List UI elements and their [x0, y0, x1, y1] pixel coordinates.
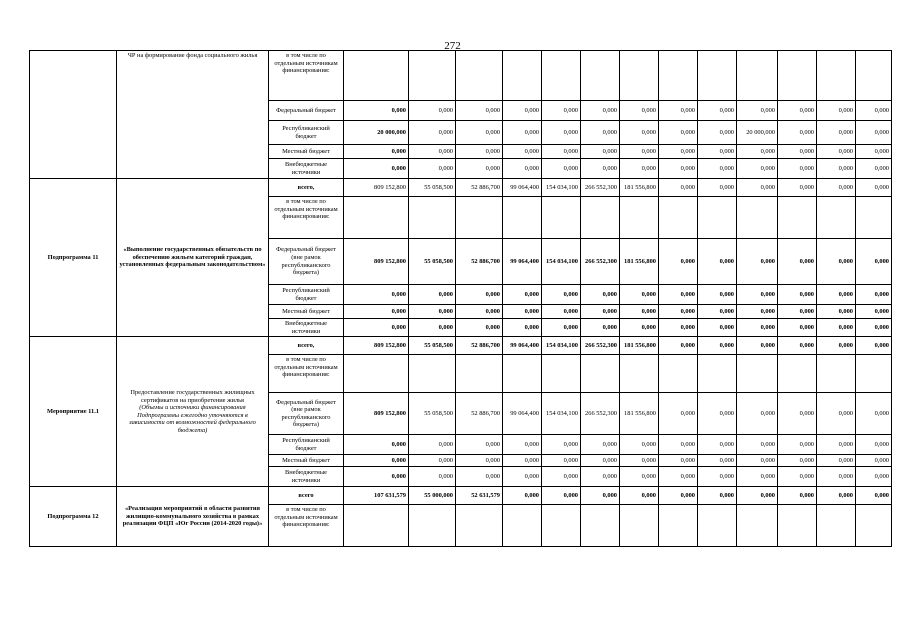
value-cell: 266 552,300 — [581, 393, 620, 435]
value-cell: 0,000 — [456, 101, 503, 121]
funding-source: в том числе по отдельным источникам финансирования: — [269, 197, 344, 239]
value-cell: 0,000 — [817, 179, 856, 197]
value-cell: 0,000 — [503, 159, 542, 179]
value-cell: 0,000 — [817, 121, 856, 145]
total-cell: 0,000 — [344, 145, 409, 159]
value-cell — [778, 51, 817, 101]
value-cell: 0,000 — [856, 435, 892, 455]
value-cell: 0,000 — [698, 393, 737, 435]
value-cell — [581, 355, 620, 393]
funding-source: Республиканский бюджет — [269, 285, 344, 305]
funding-source: Федеральный бюджет (вне рамок республиканского бюджета) — [269, 393, 344, 435]
value-cell: 0,000 — [817, 285, 856, 305]
value-cell: 0,000 — [659, 285, 698, 305]
value-cell — [659, 355, 698, 393]
value-cell: 0,000 — [778, 435, 817, 455]
value-cell: 0,000 — [542, 305, 581, 319]
total-cell: 0,000 — [344, 467, 409, 487]
value-cell: 0,000 — [817, 435, 856, 455]
value-cell: 0,000 — [581, 435, 620, 455]
value-cell: 0,000 — [659, 179, 698, 197]
value-cell: 0,000 — [503, 101, 542, 121]
program-title-line: «Выполнение государственных обязательств по обеспечению жильем категорий граждан, установленных федеральным законодательством» — [119, 246, 266, 269]
value-cell — [817, 505, 856, 547]
funding-source: Местный бюджет — [269, 145, 344, 159]
total-cell: 20 000,000 — [344, 121, 409, 145]
value-cell: 0,000 — [659, 393, 698, 435]
value-cell: 0,000 — [503, 121, 542, 145]
value-cell: 0,000 — [778, 121, 817, 145]
value-cell: 0,000 — [698, 159, 737, 179]
value-cell: 0,000 — [456, 455, 503, 467]
value-cell — [503, 505, 542, 547]
value-cell: 0,000 — [620, 487, 659, 505]
funding-source: в том числе по отдельным источникам финансирования: — [269, 51, 344, 101]
value-cell: 0,000 — [503, 145, 542, 159]
value-cell: 0,000 — [778, 305, 817, 319]
value-cell: 55 000,000 — [409, 487, 456, 505]
value-cell: 154 034,100 — [542, 179, 581, 197]
value-cell — [620, 51, 659, 101]
value-cell: 0,000 — [778, 101, 817, 121]
value-cell: 0,000 — [581, 121, 620, 145]
value-cell — [581, 51, 620, 101]
value-cell: 0,000 — [698, 285, 737, 305]
total-cell: 0,000 — [344, 159, 409, 179]
value-cell — [737, 51, 778, 101]
value-cell: 52 886,700 — [456, 393, 503, 435]
value-cell: 0,000 — [659, 305, 698, 319]
value-cell: 99 064,400 — [503, 393, 542, 435]
value-cell: 55 058,500 — [409, 179, 456, 197]
value-cell — [856, 505, 892, 547]
value-cell: 0,000 — [620, 305, 659, 319]
total-cell — [344, 51, 409, 101]
value-cell: 0,000 — [659, 455, 698, 467]
value-cell: 0,000 — [737, 239, 778, 285]
funding-source: Федеральный бюджет (вне рамок республиканского бюджета) — [269, 239, 344, 285]
value-cell: 0,000 — [856, 319, 892, 337]
value-cell — [409, 355, 456, 393]
value-cell: 0,000 — [737, 337, 778, 355]
value-cell: 0,000 — [817, 487, 856, 505]
value-cell: 52 631,579 — [456, 487, 503, 505]
value-cell: 0,000 — [737, 159, 778, 179]
program-title-line: Предоставление государственных жилищных сертификатов на приобретение жилья — [130, 388, 255, 404]
value-cell: 0,000 — [737, 487, 778, 505]
value-cell: 0,000 — [503, 455, 542, 467]
program-code: Мероприятие 11.1 — [30, 337, 117, 487]
value-cell: 0,000 — [456, 319, 503, 337]
value-cell — [856, 355, 892, 393]
value-cell: 0,000 — [620, 467, 659, 487]
value-cell: 20 000,000 — [737, 121, 778, 145]
value-cell: 0,000 — [698, 145, 737, 159]
program-title — [117, 51, 269, 179]
value-cell: 0,000 — [581, 285, 620, 305]
value-cell: 0,000 — [409, 145, 456, 159]
value-cell: 0,000 — [856, 467, 892, 487]
value-cell: 0,000 — [456, 285, 503, 305]
value-cell: 0,000 — [542, 101, 581, 121]
table-row — [30, 337, 892, 355]
value-cell: 154 034,100 — [542, 337, 581, 355]
page-number: 272 — [444, 40, 461, 52]
value-cell — [817, 197, 856, 239]
value-cell — [778, 505, 817, 547]
value-cell: 0,000 — [817, 319, 856, 337]
program-title — [117, 179, 269, 337]
value-cell: 0,000 — [856, 159, 892, 179]
program-code: Подпрограмма 11 — [30, 179, 117, 337]
value-cell — [456, 197, 503, 239]
value-cell: 0,000 — [698, 179, 737, 197]
value-cell: 0,000 — [698, 101, 737, 121]
value-cell: 0,000 — [659, 101, 698, 121]
value-cell — [581, 505, 620, 547]
budget-table — [29, 50, 892, 547]
value-cell: 0,000 — [737, 467, 778, 487]
funding-source: всего, — [269, 337, 344, 355]
value-cell: 0,000 — [856, 179, 892, 197]
value-cell: 0,000 — [778, 455, 817, 467]
value-cell: 0,000 — [817, 393, 856, 435]
value-cell: 266 552,300 — [581, 179, 620, 197]
value-cell — [542, 355, 581, 393]
value-cell: 0,000 — [817, 145, 856, 159]
value-cell — [659, 51, 698, 101]
value-cell: 0,000 — [409, 305, 456, 319]
value-cell — [503, 51, 542, 101]
total-cell: 809 152,800 — [344, 239, 409, 285]
value-cell: 0,000 — [581, 145, 620, 159]
table-row — [30, 487, 892, 505]
value-cell: 0,000 — [620, 101, 659, 121]
value-cell: 0,000 — [581, 455, 620, 467]
total-cell: 0,000 — [344, 455, 409, 467]
value-cell — [856, 197, 892, 239]
value-cell — [581, 197, 620, 239]
value-cell: 0,000 — [659, 121, 698, 145]
program-code: Подпрограмма 12 — [30, 487, 117, 547]
program-title-line: ЧР на формирование фонда социального жилья — [127, 52, 258, 59]
value-cell: 0,000 — [737, 393, 778, 435]
value-cell: 0,000 — [778, 393, 817, 435]
value-cell — [620, 505, 659, 547]
value-cell: 0,000 — [817, 239, 856, 285]
total-cell — [344, 197, 409, 239]
value-cell: 0,000 — [659, 435, 698, 455]
value-cell: 181 556,800 — [620, 239, 659, 285]
value-cell: 0,000 — [503, 435, 542, 455]
value-cell: 0,000 — [620, 145, 659, 159]
value-cell: 0,000 — [659, 487, 698, 505]
value-cell: 0,000 — [737, 145, 778, 159]
value-cell — [737, 197, 778, 239]
value-cell: 0,000 — [659, 159, 698, 179]
value-cell — [856, 51, 892, 101]
value-cell: 0,000 — [456, 159, 503, 179]
value-cell: 0,000 — [856, 487, 892, 505]
funding-source: Внебюджетные источники — [269, 467, 344, 487]
value-cell: 0,000 — [698, 337, 737, 355]
value-cell: 0,000 — [737, 285, 778, 305]
value-cell: 0,000 — [778, 467, 817, 487]
value-cell: 181 556,800 — [620, 179, 659, 197]
table-row — [30, 179, 892, 197]
value-cell: 0,000 — [581, 305, 620, 319]
program-title — [117, 337, 269, 487]
funding-source: в том числе по отдельным источникам финансирования: — [269, 505, 344, 547]
value-cell: 0,000 — [503, 305, 542, 319]
value-cell: 0,000 — [503, 319, 542, 337]
value-cell: 0,000 — [778, 319, 817, 337]
value-cell: 55 058,500 — [409, 337, 456, 355]
value-cell: 0,000 — [698, 487, 737, 505]
value-cell: 55 058,500 — [409, 393, 456, 435]
value-cell — [409, 197, 456, 239]
value-cell: 0,000 — [817, 337, 856, 355]
table-row — [30, 51, 892, 101]
funding-source: в том числе по отдельным источникам финансирования: — [269, 355, 344, 393]
value-cell: 0,000 — [778, 487, 817, 505]
value-cell: 0,000 — [817, 101, 856, 121]
value-cell — [456, 51, 503, 101]
total-cell: 107 631,579 — [344, 487, 409, 505]
value-cell: 0,000 — [856, 455, 892, 467]
value-cell: 0,000 — [659, 337, 698, 355]
value-cell: 0,000 — [778, 285, 817, 305]
value-cell: 0,000 — [737, 179, 778, 197]
value-cell: 0,000 — [620, 455, 659, 467]
value-cell — [737, 505, 778, 547]
funding-source: Внебюджетные источники — [269, 319, 344, 337]
value-cell — [409, 505, 456, 547]
value-cell — [817, 51, 856, 101]
value-cell: 0,000 — [817, 455, 856, 467]
value-cell: 266 552,300 — [581, 337, 620, 355]
value-cell — [778, 197, 817, 239]
value-cell: 0,000 — [856, 337, 892, 355]
value-cell: 0,000 — [456, 305, 503, 319]
value-cell — [503, 197, 542, 239]
value-cell: 0,000 — [542, 285, 581, 305]
value-cell: 99 064,400 — [503, 179, 542, 197]
value-cell — [542, 505, 581, 547]
value-cell: 0,000 — [409, 285, 456, 305]
value-cell: 0,000 — [659, 145, 698, 159]
value-cell — [620, 355, 659, 393]
program-title — [117, 487, 269, 547]
value-cell: 0,000 — [778, 179, 817, 197]
program-code — [30, 51, 117, 179]
value-cell: 154 034,100 — [542, 393, 581, 435]
value-cell: 0,000 — [698, 121, 737, 145]
value-cell: 0,000 — [856, 305, 892, 319]
total-cell — [344, 355, 409, 393]
value-cell — [456, 355, 503, 393]
value-cell: 0,000 — [503, 487, 542, 505]
funding-source: Республиканский бюджет — [269, 435, 344, 455]
value-cell: 0,000 — [503, 467, 542, 487]
value-cell: 52 886,700 — [456, 239, 503, 285]
total-cell: 0,000 — [344, 319, 409, 337]
value-cell: 0,000 — [581, 467, 620, 487]
value-cell: 0,000 — [456, 121, 503, 145]
value-cell: 0,000 — [659, 467, 698, 487]
value-cell: 0,000 — [698, 467, 737, 487]
value-cell: 181 556,800 — [620, 393, 659, 435]
funding-source: Республиканский бюджет — [269, 121, 344, 145]
value-cell: 0,000 — [409, 121, 456, 145]
value-cell — [737, 355, 778, 393]
value-cell — [409, 51, 456, 101]
value-cell: 0,000 — [542, 319, 581, 337]
value-cell: 0,000 — [778, 239, 817, 285]
value-cell: 0,000 — [737, 101, 778, 121]
value-cell: 0,000 — [659, 239, 698, 285]
value-cell: 0,000 — [542, 467, 581, 487]
value-cell: 0,000 — [409, 435, 456, 455]
value-cell: 0,000 — [620, 159, 659, 179]
value-cell: 0,000 — [856, 239, 892, 285]
value-cell — [456, 505, 503, 547]
value-cell — [778, 355, 817, 393]
value-cell — [659, 197, 698, 239]
value-cell: 99 064,400 — [503, 337, 542, 355]
value-cell: 0,000 — [542, 455, 581, 467]
funding-source: Местный бюджет — [269, 305, 344, 319]
total-cell: 0,000 — [344, 305, 409, 319]
value-cell: 0,000 — [698, 319, 737, 337]
value-cell: 0,000 — [542, 487, 581, 505]
value-cell — [817, 355, 856, 393]
value-cell: 0,000 — [817, 467, 856, 487]
value-cell: 0,000 — [409, 467, 456, 487]
value-cell: 0,000 — [542, 159, 581, 179]
value-cell: 0,000 — [620, 319, 659, 337]
value-cell: 0,000 — [542, 435, 581, 455]
total-cell: 0,000 — [344, 101, 409, 121]
value-cell — [503, 355, 542, 393]
value-cell — [620, 197, 659, 239]
value-cell: 99 064,400 — [503, 239, 542, 285]
value-cell: 55 058,500 — [409, 239, 456, 285]
value-cell: 0,000 — [456, 467, 503, 487]
value-cell: 0,000 — [503, 285, 542, 305]
value-cell: 0,000 — [409, 455, 456, 467]
value-cell: 0,000 — [698, 305, 737, 319]
value-cell: 266 552,300 — [581, 239, 620, 285]
value-cell: 0,000 — [778, 159, 817, 179]
value-cell: 0,000 — [620, 121, 659, 145]
value-cell: 0,000 — [856, 101, 892, 121]
value-cell: 0,000 — [456, 435, 503, 455]
value-cell — [698, 355, 737, 393]
value-cell — [698, 51, 737, 101]
value-cell: 0,000 — [659, 319, 698, 337]
value-cell: 52 886,700 — [456, 337, 503, 355]
value-cell: 0,000 — [581, 101, 620, 121]
value-cell: 0,000 — [620, 435, 659, 455]
value-cell: 0,000 — [409, 101, 456, 121]
value-cell: 0,000 — [698, 239, 737, 285]
funding-source: Местный бюджет — [269, 455, 344, 467]
value-cell — [698, 505, 737, 547]
value-cell: 154 034,100 — [542, 239, 581, 285]
value-cell: 0,000 — [456, 145, 503, 159]
value-cell: 0,000 — [698, 455, 737, 467]
value-cell — [542, 51, 581, 101]
value-cell: 0,000 — [542, 121, 581, 145]
value-cell: 0,000 — [778, 145, 817, 159]
value-cell: 0,000 — [409, 159, 456, 179]
value-cell: 0,000 — [581, 319, 620, 337]
funding-source: всего, — [269, 179, 344, 197]
value-cell: 0,000 — [778, 337, 817, 355]
value-cell: 52 886,700 — [456, 179, 503, 197]
value-cell: 0,000 — [581, 159, 620, 179]
value-cell — [542, 197, 581, 239]
value-cell: 0,000 — [856, 393, 892, 435]
value-cell: 181 556,800 — [620, 337, 659, 355]
value-cell: 0,000 — [737, 455, 778, 467]
value-cell: 0,000 — [737, 319, 778, 337]
value-cell: 0,000 — [581, 487, 620, 505]
value-cell: 0,000 — [856, 121, 892, 145]
value-cell: 0,000 — [817, 305, 856, 319]
value-cell: 0,000 — [698, 435, 737, 455]
value-cell: 0,000 — [409, 319, 456, 337]
value-cell: 0,000 — [856, 145, 892, 159]
funding-source: Федеральный бюджет — [269, 101, 344, 121]
value-cell: 0,000 — [737, 435, 778, 455]
program-title-line: (Объемы и источники финансирования Подпрограммы ежегодно уточняются в зависимости от возможностей федерального бюджета) — [129, 404, 256, 434]
total-cell: 0,000 — [344, 435, 409, 455]
program-title-line: «Реализация мероприятий в области развития жилищно-коммунального хозяйства в рамках реализации ФЦП «Юг России (2014-2020 годы)» — [122, 505, 263, 528]
value-cell: 0,000 — [737, 305, 778, 319]
value-cell: 0,000 — [856, 285, 892, 305]
value-cell: 0,000 — [620, 285, 659, 305]
value-cell: 0,000 — [542, 145, 581, 159]
total-cell: 809 152,800 — [344, 337, 409, 355]
total-cell: 809 152,800 — [344, 179, 409, 197]
total-cell: 809 152,800 — [344, 393, 409, 435]
value-cell: 0,000 — [817, 159, 856, 179]
funding-source: всего — [269, 487, 344, 505]
value-cell — [659, 505, 698, 547]
value-cell — [698, 197, 737, 239]
total-cell: 0,000 — [344, 285, 409, 305]
total-cell — [344, 505, 409, 547]
funding-source: Внебюджетные источники — [269, 159, 344, 179]
